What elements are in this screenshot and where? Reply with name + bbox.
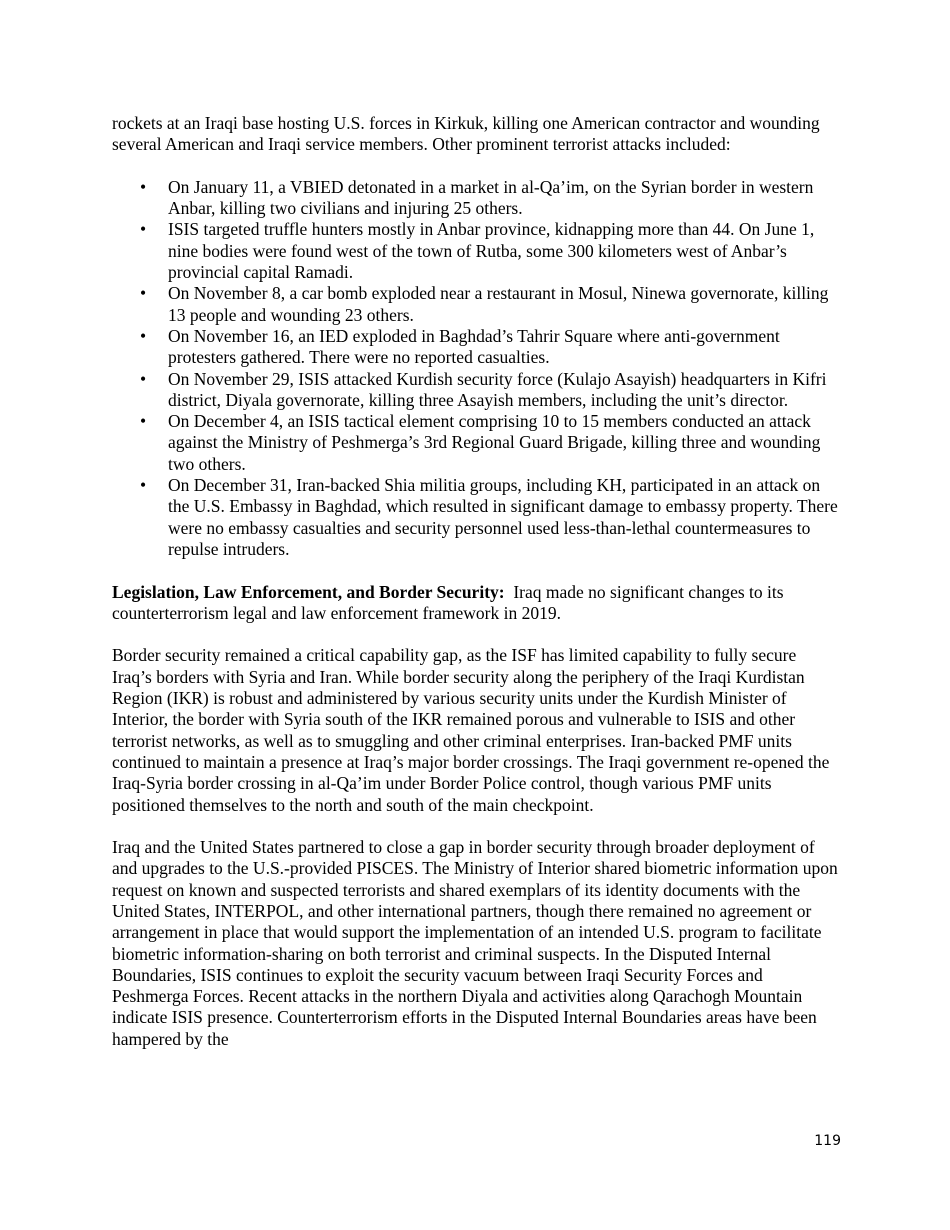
- page-number: 119: [814, 1133, 841, 1149]
- attack-item-jan-11: • On January 11, a VBIED detonated in a market in al-Qa’im, on the Syrian border in western Anbar, killing two civilians and injuring 25 others.: [112, 177, 840, 220]
- section-heading: Legislation, Law Enforcement, and Border Security:: [112, 581, 505, 602]
- attack-item-nov-8: • On November 8, a car bomb exploded near a restaurant in Mosul, Ninewa governorate, killing 13 people and wounding 23 others.: [112, 283, 840, 326]
- attack-item-dec-4: • On December 4, an ISIS tactical element comprising 10 to 15 members conducted an attack against the Ministry of Peshmerga’s 3rd Regional Guard Brigade, killing three and wounding two others.: [112, 411, 840, 475]
- border-security-paragraph: Border security remained a critical capability gap, as the ISF has limited capability to fully secure Iraq’s borders with Syria and Iran. While border security along the periphery of the Iraqi Kurdistan Region (IKR) is robust and administered by various security units under the Kurdish Minister of Interior, the border with Syria south of the IKR remained porous and vulnerable to ISIS and other terrorist networks, as well as to smuggling and other criminal enterprises. Iran-backed PMF units continued to maintain a presence at Iraq’s major border crossings. The Iraqi government re-opened the Iraq-Syria border crossing in al-Qa’im under Border Police control, though various PMF units positioned themselves to the north and south of the main checkpoint.: [112, 645, 830, 815]
- attack-item-dec-31: • On December 31, Iran-backed Shia militia groups, including KH, participated in an attack on the U.S. Embassy in Baghdad, which resulted in significant damage to embassy property. There were no embassy casualties and security personnel used less-than-lethal countermeasures to repulse intruders.: [112, 475, 840, 560]
- page-body: [112, 113, 840, 1071]
- legislation-paragraph: [112, 582, 840, 625]
- attack-item-truffle-hunters: • ISIS targeted truffle hunters mostly in Anbar province, kidnapping more than 44. On June 1, nine bodies were found west of the town of Rutba, some 300 kilometers west of Anbar’s provincial capital Ramadi.: [112, 219, 840, 283]
- attack-item-nov-29: • On November 29, ISIS attacked Kurdish security force (Kulajo Asayish) headquarters in Kifri district, Diyala governorate, killing three Asayish members, including the unit’s director.: [112, 369, 840, 412]
- attacks-list: [112, 177, 840, 560]
- attack-item-nov-16: • On November 16, an IED exploded in Baghdad’s Tahrir Square where anti-government protesters gathered. There were no reported casualties.: [112, 326, 840, 369]
- pisces-paragraph: Iraq and the United States partnered to close a gap in border security through broader deployment of and upgrades to the U.S.-provided PISCES. The Ministry of Interior shared biometric information upon request on known and suspected terrorists and shared exemplars of its identity documents with the United States, INTERPOL, and other international partners, though there remained no agreement or arrangement in place that would support the implementation of an intended U.S. program to facilitate biometric information-sharing on both terrorist and criminal suspects. In the Disputed Internal Boundaries, ISIS continues to exploit the security vacuum between Iraqi Security Forces and Peshmerga Forces. Recent attacks in the northern Diyala and activities along Qarachogh Mountain indicate ISIS presence. Counterterrorism efforts in the Disputed Internal Boundaries areas have been hampered by the: [112, 837, 838, 1049]
- legislation-text: Iraq made no significant changes to its counterterrorism legal and law enforcement framework in 2019.: [112, 581, 788, 623]
- intro-paragraph: rockets at an Iraqi base hosting U.S. forces in Kirkuk, killing one American contractor and wounding several American and Iraqi service members. Other prominent terrorist attacks included:: [112, 113, 820, 155]
